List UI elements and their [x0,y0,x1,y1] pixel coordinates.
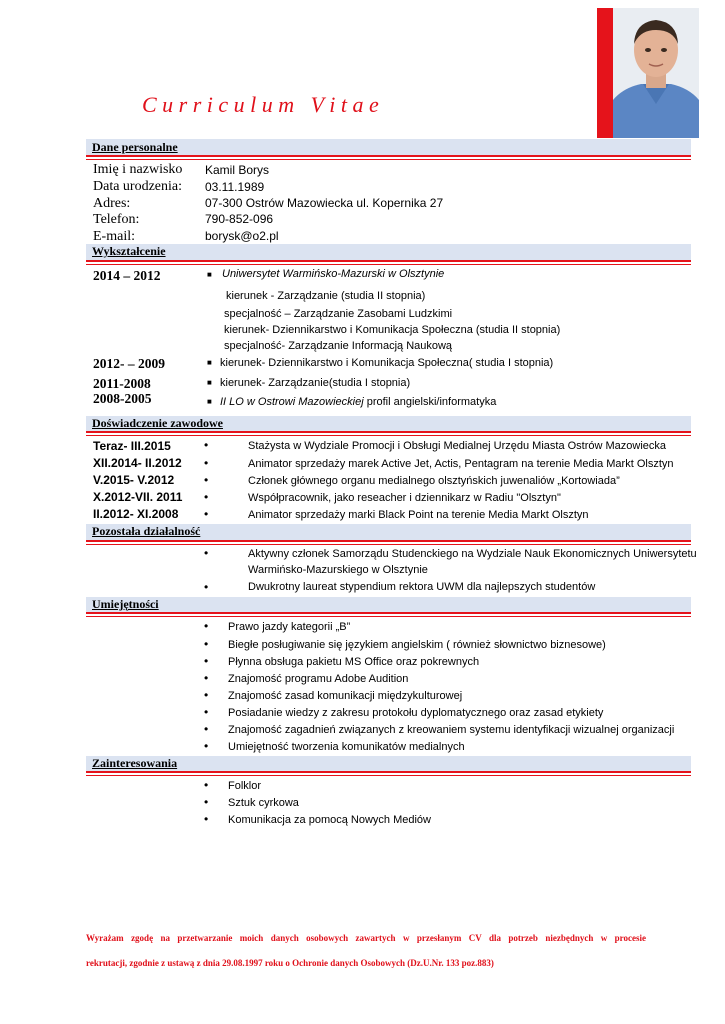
experience-date: XII.2014- II.2012 [93,456,182,470]
profile-photo [613,8,699,138]
education-detail: specjalność – Zarządzanie Zasobami Ludzkimi [224,308,453,320]
email-value[interactable]: borysk@o2.pl [205,229,279,243]
interest-item: Komunikacja za pomocą Nowych Mediów [228,814,431,826]
section-title-experience: Doświadczenie zawodowe [92,416,223,430]
skill-item: Biegłe posługiwanie się językiem angielskim ( również słownictwo biznesowe) [228,639,606,651]
section-rule [86,264,691,265]
section-rule [86,260,691,262]
bullet-icon: • [204,637,209,651]
education-detail: kierunek- Dziennikarstwo i Komunikacja Społeczna (studia II stopnia) [224,324,561,336]
school-profile: profil angielski/informatyka [363,396,497,408]
education-date: 2012- – 2009 [93,356,165,371]
square-bullet-icon: ■ [207,358,212,367]
other-activity: Dwukrotny laureat stypendium rektora UWM dla najlepszych studentów [248,581,596,593]
section-band-skills [86,597,691,613]
section-title-personal: Dane personalne [92,140,178,154]
bullet-icon: • [204,580,209,594]
name-label: Imię i nazwisko [93,162,183,177]
education-item: Uniwersytet Warmińsko-Mazurski w Olsztynie [222,268,445,280]
section-rule [86,544,691,545]
experience-item: Członek głównego organu medialnego olsztyńskich juwenaliów „Kortowiada” [248,475,620,487]
bullet-icon: • [204,473,209,487]
section-rule [86,775,691,776]
education-item: kierunek- Dziennikarstwo i Komunikacja Społeczna( studia I stopnia) [220,357,554,369]
section-rule [86,540,691,542]
section-rule [86,435,691,436]
section-title-education: Wykształcenie [92,244,166,258]
school-name: II LO w Ostrowi Mazowieckiej [220,396,364,408]
address-label: Adres: [93,196,131,211]
education-date: 2008-2005 [93,391,152,406]
bullet-icon: • [204,456,209,470]
skill-item: Płynna obsługa pakietu MS Office oraz pokrewnych [228,656,480,668]
interest-item: Sztuk cyrkowa [228,797,299,809]
education-detail: kierunek - Zarządzanie (studia II stopnia) [226,290,426,302]
skill-item: Umiejętność tworzenia komunikatów medialnych [228,741,465,753]
skill-item: Prawo jazdy kategorii „B” [228,621,351,633]
section-rule [86,771,691,773]
section-rule [86,616,691,617]
bullet-icon: • [204,795,209,809]
bullet-icon: • [204,671,209,685]
skill-item: Posiadanie wiedzy z zakresu protokołu dyplomatycznego oraz zasad etykiety [228,707,604,719]
square-bullet-icon: ■ [207,397,212,406]
address-value: 07-300 Ostrów Mazowiecka ul. Kopernika 27 [205,196,444,210]
skill-item: Znajomość programu Adobe Audition [228,673,409,685]
section-title-other: Pozostała działalność [92,524,201,538]
experience-date: X.2012-VII. 2011 [93,490,183,504]
bullet-icon: • [204,619,209,633]
phone-label: Telefon: [93,212,140,227]
section-rule [86,431,691,433]
dob-value: 03.11.1989 [205,180,265,194]
cv-title: C u r r i c u l u m V i t a e [142,92,379,117]
bullet-icon: • [204,507,209,521]
skill-item: Znajomość zagadnień związanych z kreowaniem systemu identyfikacji wizualnej organizacji [228,724,675,736]
bullet-icon: • [204,812,209,826]
square-bullet-icon: ■ [207,270,212,279]
interest-item: Folklor [228,780,262,792]
bullet-icon: • [204,722,209,736]
email-label: E-mail: [93,229,135,244]
section-rule [86,159,691,160]
education-date: 2014 – 2012 [93,268,161,283]
bullet-icon: • [204,546,209,560]
red-accent-bar [597,8,613,138]
section-title-interests: Zainteresowania [92,756,178,770]
experience-item: Współpracownik, jako reseacher i dziennikarz w Radiu "Olsztyn" [248,492,561,504]
bullet-icon: • [204,688,209,702]
experience-item: Stażysta w Wydziale Promocji i Obsługi Medialnej Urzędu Miasta Ostrów Mazowiecka [248,440,667,452]
other-activity-cont: Warmińsko-Mazurskiego w Olsztynie [248,564,428,576]
bullet-icon: • [204,490,209,504]
section-band-education [86,244,691,260]
dob-label: Data urodzenia: [93,179,183,194]
experience-item: Animator sprzedaży marki Black Point na terenie Media Markt Olsztyn [248,509,589,521]
experience-date: II.2012- XI.2008 [93,507,179,521]
consent-line-2: rekrutacji, zgodnie z ustawą z dnia 29.08.1997 roku o Ochronie danych Osobowych (Dz.U.Nr. 133 poz.883) [86,958,494,968]
bullet-icon: • [204,705,209,719]
phone-value: 790-852-096 [205,212,274,226]
experience-item: Animator sprzedaży marek Active Jet, Actis, Pentagram na terenie Media Markt Olsztyn [248,458,674,470]
section-title-skills: Umiejętności [92,597,159,611]
bullet-icon: • [204,739,209,753]
bullet-icon: • [204,654,209,668]
name-value: Kamil Borys [205,163,270,177]
consent-line-1: Wyrażam zgodę na przetwarzanie moich danych osobowych zawartych w przesłanym CV dla potrzeb niezbędnych w procesie [86,933,646,943]
square-bullet-icon: ■ [207,378,212,387]
bullet-icon: • [204,778,209,792]
experience-date: Teraz- III.2015 [93,439,171,453]
education-detail: specjalność- Zarządzanie Informacją Naukową [224,340,453,352]
education-item: kierunek- Zarządzanie(studia I stopnia) [220,377,411,389]
education-date: 2011-2008 [93,376,151,391]
bullet-icon: • [204,438,209,452]
experience-date: V.2015- V.2012 [93,473,175,487]
section-rule [86,155,691,157]
other-activity: Aktywny członek Samorządu Studenckiego na Wydziale Nauk Ekonomicznych Uniwersytetu [248,548,697,560]
section-rule [86,612,691,614]
education-item [220,396,496,408]
skill-item: Znajomość zasad komunikacji międzykulturowej [228,690,463,702]
